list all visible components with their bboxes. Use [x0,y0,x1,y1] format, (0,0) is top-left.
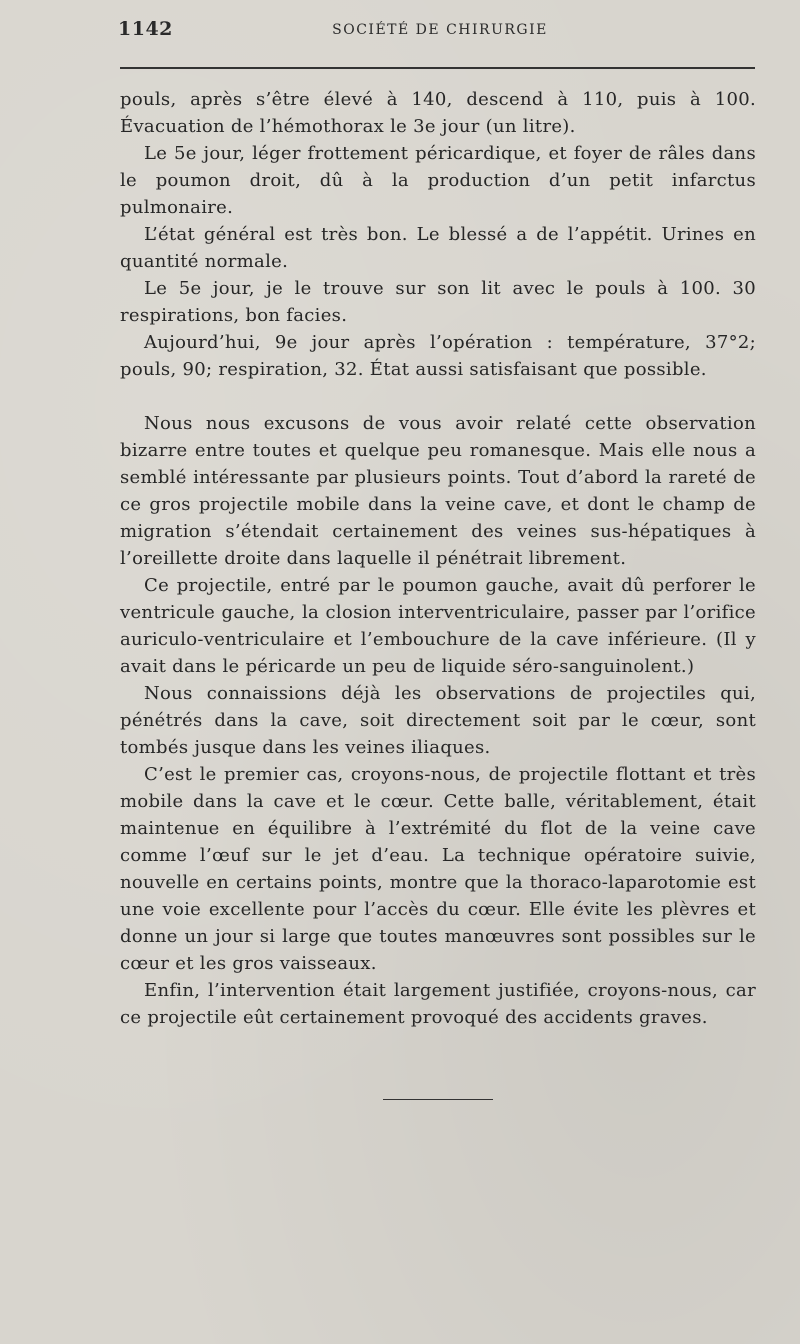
end-rule [383,1099,493,1100]
page-number: 1142 [118,18,173,40]
paragraph: C’est le premier cas, croyons-nous, de projectile flottant et très mobile dans la cave et le cœur. Cette balle, véritablement, était maintenue en équilibre à l’extrémité du flot de la veine cave comme l’œuf sur le jet d’eau. La technique opératoire suivie, nouvelle en certains points, montre que la thoraco-laparotomie est une voie excellente pour l’accès du cœur. Elle évite les plèvres et donne un jour si large que toutes manœuvres sont possibles sur le cœur et les gros vaisseaux. [120,764,756,974]
paragraph: L’état général est très bon. Le blessé a de l’appétit. Urines en quantité normale. [120,224,756,272]
header-rule [120,67,755,69]
paragraph: Le 5e jour, je le trouve sur son lit avec le pouls à 100. 30 respirations, bon facies. [120,278,756,326]
paragraph: Nous nous excusons de vous avoir relaté cette observation bizarre entre toutes et quelque peu romanesque. Mais elle nous a semblé intéressante par plusieurs points. Tout d’abord la rareté de ce gros projectile mobile dans la veine cave, et dont le champ de migration s’étendait certainement des veines sus-hépatiques à l’oreillette droite dans laquelle il pénétrait librement. [120,413,756,569]
paragraph: Enfin, l’intervention était largement justifiée, croyons-nous, car ce projectile eût certainement provoqué des accidents graves. [120,980,756,1028]
paragraph: Le 5e jour, léger frottement péricardique, et foyer de râles dans le poumon droit, dû à la production d’un petit infarctus pulmonaire. [120,143,756,218]
paragraph: Aujourd’hui, 9e jour après l’opération : température, 37°2; pouls, 90; respiration, 32. État aussi satisfaisant que possible. [120,332,756,380]
paragraph: pouls, après s’être élevé à 140, descend à 110, puis à 100. Évacuation de l’hémothorax le 3e jour (un litre). [120,89,756,137]
body-text [120,86,756,1031]
paragraph: Ce projectile, entré par le poumon gauche, avait dû perforer le ventricule gauche, la closion interventriculaire, passer par l’orifice auriculo-ventriculaire et l’embouchure de la cave inférieure. (Il y avait dans le péricarde un peu de liquide séro-sanguinolent.) [120,575,756,677]
paragraph: Nous connaissions déjà les observations de projectiles qui, pénétrés dans la cave, soit directement soit par le cœur, sont tombés jusque dans les veines iliaques. [120,683,756,758]
running-head: SOCIÉTÉ DE CHIRURGIE [332,22,548,38]
